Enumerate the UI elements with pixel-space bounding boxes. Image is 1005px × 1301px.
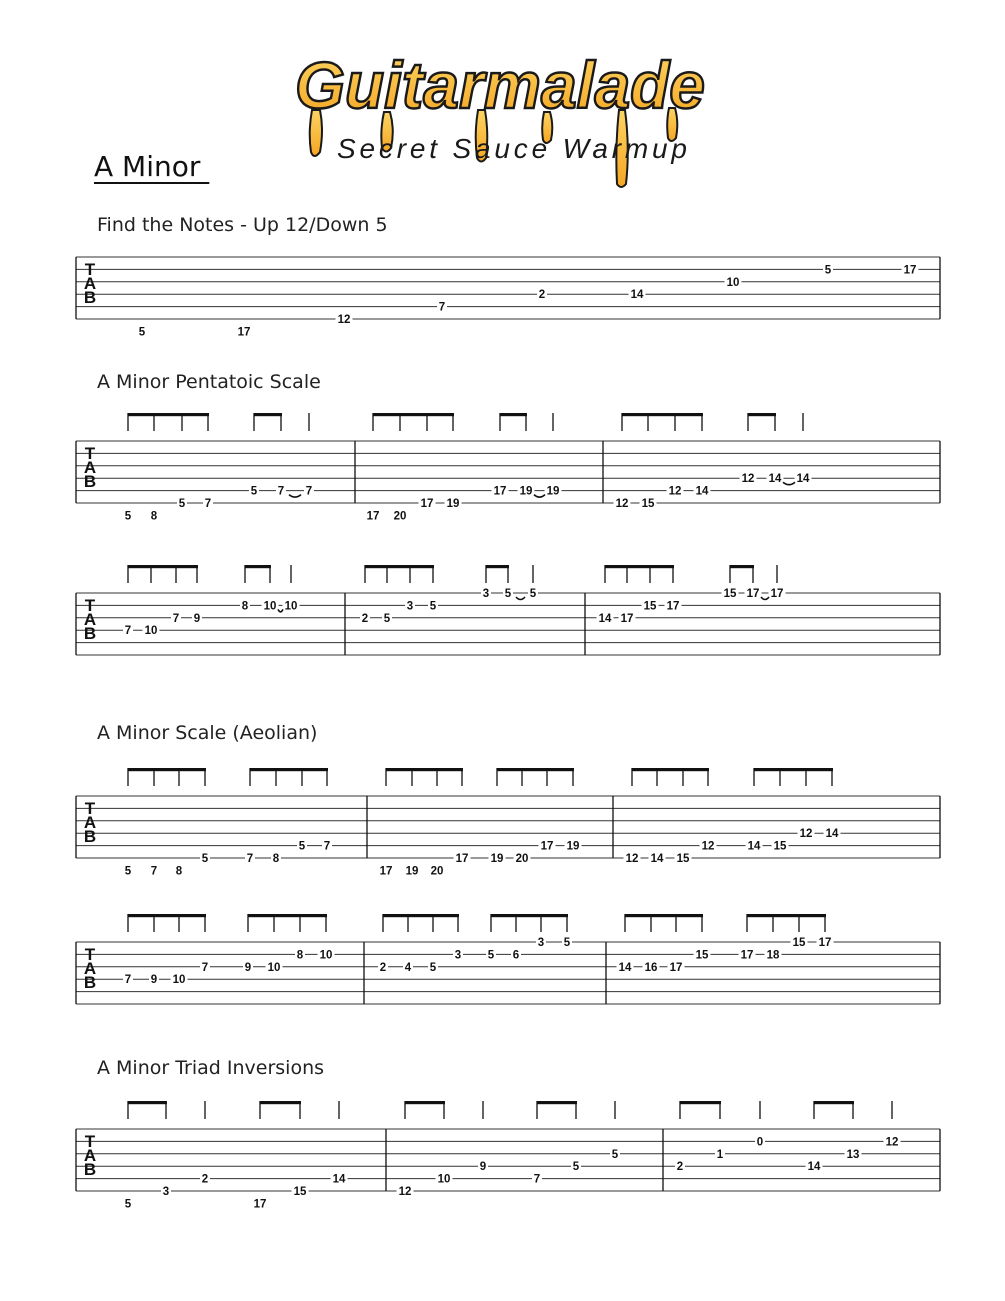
rhythm-beam bbox=[365, 565, 434, 568]
tab-clef-letter: B bbox=[83, 1160, 97, 1179]
fret-number: 17 bbox=[669, 961, 683, 974]
rhythm-beam bbox=[754, 768, 833, 771]
fret-number: 9 bbox=[244, 961, 252, 974]
fret-number: 19 bbox=[546, 485, 560, 498]
tab-clef-letter: B bbox=[83, 288, 97, 307]
tab-clef-letter: T bbox=[84, 1132, 96, 1151]
fret-number: 19 bbox=[490, 853, 504, 865]
tie-arc bbox=[761, 597, 769, 600]
rhythm-beam bbox=[500, 413, 527, 416]
tie-arc bbox=[278, 609, 283, 612]
fret-number: 7 bbox=[438, 301, 446, 314]
tab-staff-aeolian-1 bbox=[0, 760, 1005, 880]
fret-number: 17 bbox=[253, 1198, 267, 1211]
fret-number: 15 bbox=[723, 588, 737, 600]
fret-number: 10 bbox=[319, 949, 333, 962]
fret-number: 3 bbox=[406, 600, 414, 613]
fret-number: 3 bbox=[537, 937, 545, 949]
tab-clef-letter: A bbox=[83, 458, 97, 477]
fret-number: 20 bbox=[430, 865, 444, 878]
rhythm-beam bbox=[383, 914, 459, 917]
fret-number: 2 bbox=[361, 612, 369, 625]
fret-number: 17 bbox=[420, 498, 434, 510]
fret-number: 18 bbox=[766, 949, 780, 962]
fret-number: 17 bbox=[493, 485, 507, 498]
fret-number: 15 bbox=[643, 600, 657, 613]
rhythm-beam bbox=[748, 413, 776, 416]
fret-number: 7 bbox=[277, 485, 285, 498]
fret-number: 3 bbox=[454, 949, 462, 962]
rhythm-beam bbox=[405, 1101, 445, 1104]
fret-number: 17 bbox=[366, 510, 380, 523]
fret-number: 8 bbox=[241, 600, 249, 613]
fret-number: 2 bbox=[379, 961, 387, 974]
fret-number: 5 bbox=[124, 1198, 132, 1211]
tie-arc bbox=[516, 597, 525, 600]
fret-number: 15 bbox=[293, 1186, 307, 1198]
fret-number: 7 bbox=[150, 865, 158, 878]
rhythm-beam bbox=[730, 565, 754, 568]
fret-number: 12 bbox=[741, 473, 755, 486]
fret-number: 17 bbox=[818, 937, 832, 949]
fret-number: 10 bbox=[172, 974, 186, 987]
fret-number: 5 bbox=[124, 865, 132, 878]
fret-number: 17 bbox=[903, 264, 917, 277]
fret-number: 7 bbox=[124, 625, 132, 638]
fret-number: 5 bbox=[429, 600, 437, 613]
tab-clef-letter: A bbox=[83, 1146, 97, 1165]
logo-brand: Guitarmalade bbox=[295, 48, 705, 122]
fret-number: 5 bbox=[824, 264, 832, 277]
fret-number: 14 bbox=[618, 961, 632, 974]
rhythm-beam bbox=[248, 914, 327, 917]
fret-number: 8 bbox=[296, 949, 304, 962]
rhythm-beam bbox=[250, 768, 328, 771]
fret-number: 17 bbox=[237, 326, 251, 339]
rhythm-beam bbox=[128, 565, 198, 568]
fret-number: 20 bbox=[393, 510, 407, 523]
fret-number: 15 bbox=[676, 853, 690, 865]
fret-number: 14 bbox=[630, 289, 644, 302]
rhythm-beam bbox=[245, 565, 271, 568]
fret-number: 2 bbox=[201, 1173, 209, 1186]
rhythm-beam bbox=[128, 768, 206, 771]
rhythm-beam bbox=[632, 768, 709, 771]
rhythm-beam bbox=[747, 914, 826, 917]
rhythm-beam bbox=[680, 1101, 721, 1104]
fret-number: 10 bbox=[284, 600, 298, 613]
fret-number: 14 bbox=[747, 840, 761, 853]
fret-number: 6 bbox=[512, 949, 520, 962]
staff-lines bbox=[76, 593, 940, 655]
tab-staff-aeolian-2 bbox=[0, 905, 1005, 1025]
rhythm-beam bbox=[386, 768, 463, 771]
fret-number: 12 bbox=[668, 485, 682, 498]
fret-number: 7 bbox=[323, 840, 331, 853]
rhythm-beam bbox=[254, 413, 282, 416]
fret-number: 12 bbox=[337, 314, 351, 326]
rhythm-beam bbox=[625, 914, 703, 917]
section-label-triads: A Minor Triad Inversions bbox=[97, 1057, 325, 1079]
fret-number: 5 bbox=[298, 840, 306, 853]
section-label-aeolian: A Minor Scale (Aeolian) bbox=[97, 722, 318, 744]
rhythm-beam bbox=[260, 1101, 301, 1104]
fret-number: 17 bbox=[620, 612, 634, 625]
tie-arc bbox=[289, 495, 301, 498]
fret-number: 2 bbox=[676, 1161, 684, 1174]
fret-number: 5 bbox=[611, 1148, 619, 1161]
rhythm-beam bbox=[605, 565, 674, 568]
fret-number: 7 bbox=[305, 485, 313, 498]
fret-number: 17 bbox=[770, 588, 784, 600]
fret-number: 15 bbox=[792, 937, 806, 949]
fret-number: 5 bbox=[563, 937, 571, 949]
tab-clef-letter: A bbox=[83, 959, 97, 978]
tab-clef-letter: T bbox=[84, 444, 96, 463]
rhythm-beam bbox=[491, 914, 568, 917]
rhythm-beam bbox=[814, 1101, 854, 1104]
fret-number: 5 bbox=[504, 588, 512, 600]
rhythm-beam bbox=[622, 413, 703, 416]
fret-number: 10 bbox=[437, 1173, 451, 1186]
tab-staff-pentatonic-2 bbox=[0, 556, 1005, 676]
fret-number: 5 bbox=[124, 510, 132, 523]
fret-number: 17 bbox=[379, 865, 393, 878]
fret-number: 5 bbox=[429, 961, 437, 974]
rhythm-beam bbox=[128, 1101, 167, 1104]
fret-number: 15 bbox=[695, 949, 709, 962]
fret-number: 17 bbox=[746, 588, 760, 600]
fret-number: 10 bbox=[726, 276, 740, 289]
guitarmalade-logo bbox=[280, 30, 720, 190]
fret-number: 14 bbox=[807, 1161, 821, 1174]
tab-staff-find-notes bbox=[0, 247, 1005, 347]
fret-number: 14 bbox=[796, 473, 810, 486]
fret-number: 9 bbox=[479, 1161, 487, 1174]
tab-clef-letter: A bbox=[83, 813, 97, 832]
page-title: A Minor bbox=[94, 150, 210, 183]
fret-number: 13 bbox=[846, 1148, 860, 1161]
fret-number: 14 bbox=[825, 828, 839, 841]
fret-number: 5 bbox=[529, 588, 537, 600]
fret-number: 7 bbox=[172, 612, 180, 625]
fret-number: 0 bbox=[756, 1136, 764, 1149]
tab-staff-triads bbox=[0, 1093, 1005, 1213]
tab-clef-letter: B bbox=[83, 472, 97, 491]
fret-number: 15 bbox=[641, 498, 655, 510]
fret-number: 19 bbox=[519, 485, 533, 498]
fret-number: 5 bbox=[383, 612, 391, 625]
fret-number: 4 bbox=[404, 961, 412, 974]
fret-number: 10 bbox=[144, 625, 158, 638]
rhythm-beam bbox=[497, 768, 574, 771]
fret-number: 5 bbox=[178, 498, 186, 510]
rhythm-beam bbox=[486, 565, 509, 568]
fret-number: 14 bbox=[695, 485, 709, 498]
fret-number: 17 bbox=[455, 853, 469, 865]
fret-number: 14 bbox=[598, 612, 612, 625]
fret-number: 9 bbox=[193, 612, 201, 625]
rhythm-beam bbox=[128, 413, 209, 416]
fret-number: 14 bbox=[768, 473, 782, 486]
fret-number: 10 bbox=[267, 961, 281, 974]
fret-number: 7 bbox=[533, 1173, 541, 1186]
fret-number: 9 bbox=[150, 974, 158, 987]
tie-arc bbox=[783, 482, 795, 485]
fret-number: 15 bbox=[773, 840, 787, 853]
fret-number: 14 bbox=[650, 853, 664, 865]
tab-clef-letter: T bbox=[84, 799, 96, 818]
fret-number: 12 bbox=[615, 498, 629, 510]
fret-number: 5 bbox=[201, 853, 209, 865]
fret-number: 12 bbox=[885, 1136, 899, 1149]
staff-lines bbox=[76, 257, 940, 319]
fret-number: 16 bbox=[644, 961, 658, 974]
rhythm-beam bbox=[128, 914, 206, 917]
fret-number: 7 bbox=[246, 853, 254, 865]
tab-clef-letter: T bbox=[84, 260, 96, 279]
fret-number: 14 bbox=[332, 1173, 346, 1186]
fret-number: 3 bbox=[482, 588, 490, 600]
fret-number: 19 bbox=[446, 498, 460, 510]
fret-number: 19 bbox=[405, 865, 419, 878]
tab-clef-letter: T bbox=[84, 945, 96, 964]
fret-number: 17 bbox=[740, 949, 754, 962]
tab-clef-letter: B bbox=[83, 973, 97, 992]
tab-clef-letter: A bbox=[83, 610, 97, 629]
fret-number: 17 bbox=[540, 840, 554, 853]
fret-number: 19 bbox=[566, 840, 580, 853]
fret-number: 7 bbox=[201, 961, 209, 974]
tab-clef-letter: A bbox=[83, 274, 97, 293]
fret-number: 2 bbox=[538, 289, 546, 302]
logo-subtitle: Secret Sauce Warmup bbox=[337, 133, 687, 164]
fret-number: 7 bbox=[124, 974, 132, 987]
tab-clef-letter: B bbox=[83, 827, 97, 846]
fret-number: 5 bbox=[250, 485, 258, 498]
section-label-find-notes: Find the Notes - Up 12/Down 5 bbox=[97, 214, 388, 236]
fret-number: 12 bbox=[625, 853, 639, 865]
fret-number: 10 bbox=[263, 600, 277, 613]
staff-lines bbox=[76, 796, 940, 858]
fret-number: 5 bbox=[138, 326, 146, 339]
tab-staff-pentatonic-1 bbox=[0, 405, 1005, 525]
fret-number: 8 bbox=[175, 865, 183, 878]
fret-number: 12 bbox=[799, 828, 813, 841]
rhythm-beam bbox=[537, 1101, 577, 1104]
section-label-pentatonic: A Minor Pentatoic Scale bbox=[97, 371, 321, 393]
fret-number: 5 bbox=[572, 1161, 580, 1174]
fret-number: 17 bbox=[666, 600, 680, 613]
fret-number: 12 bbox=[701, 840, 715, 853]
fret-number: 20 bbox=[515, 853, 529, 865]
fret-number: 8 bbox=[150, 510, 158, 523]
rhythm-beam bbox=[373, 413, 454, 416]
fret-number: 7 bbox=[204, 498, 212, 510]
fret-number: 12 bbox=[398, 1186, 412, 1198]
fret-number: 3 bbox=[162, 1186, 170, 1198]
tab-clef-letter: B bbox=[83, 624, 97, 643]
fret-number: 5 bbox=[487, 949, 495, 962]
fret-number: 8 bbox=[272, 853, 280, 865]
tie-arc bbox=[534, 495, 545, 498]
tab-clef-letter: T bbox=[84, 596, 96, 615]
fret-number: 1 bbox=[716, 1148, 724, 1161]
